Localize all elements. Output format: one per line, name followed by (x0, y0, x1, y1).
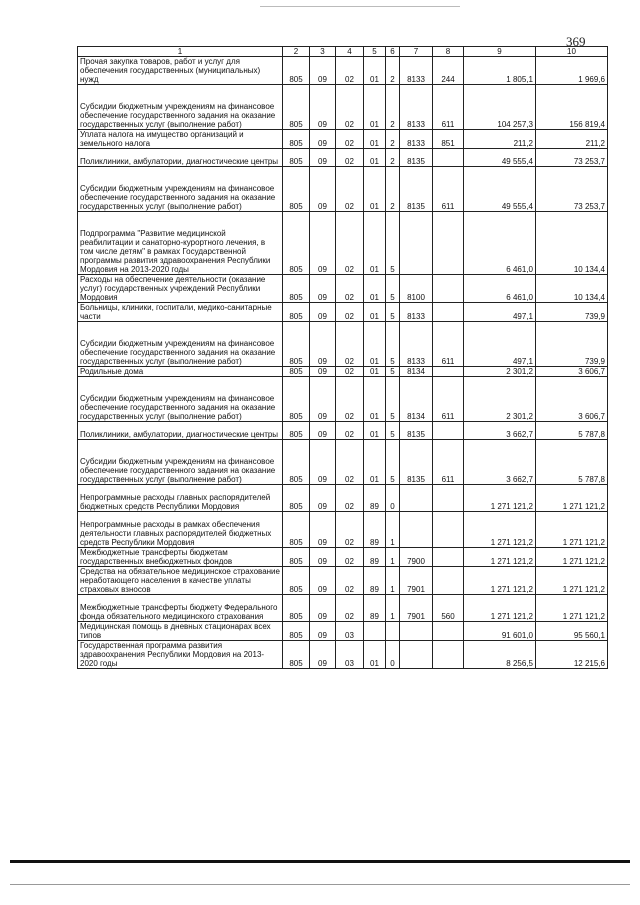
table-row (78, 149, 608, 167)
row-description: Субсидии бюджетным учреждениям на финансовое обеспечение государственного задания на оказание государственных услуг (выполнение работ) (78, 167, 283, 212)
budget-table (77, 46, 608, 669)
cell-col-10: 5 787,8 (536, 422, 608, 440)
cell-col-9: 1 271 121,2 (464, 595, 536, 622)
cell-col-8 (433, 303, 464, 322)
cell-col-9: 2 301,2 (464, 377, 536, 422)
cell-col-3: 09 (310, 57, 336, 85)
cell-col-9: 3 662,7 (464, 422, 536, 440)
cell-col-3: 09 (310, 377, 336, 422)
cell-col-6: 0 (386, 485, 400, 512)
cell-col-6: 1 (386, 567, 400, 595)
column-header: 10 (536, 47, 608, 57)
cell-col-4: 02 (336, 512, 364, 548)
budget-table-body (78, 57, 608, 669)
cell-col-7: 7900 (400, 548, 433, 567)
cell-col-3: 09 (310, 367, 336, 377)
cell-col-2: 805 (283, 422, 310, 440)
table-row (78, 167, 608, 212)
cell-col-4: 02 (336, 485, 364, 512)
cell-col-8: 611 (433, 167, 464, 212)
cell-col-7: 7901 (400, 595, 433, 622)
cell-col-2: 805 (283, 622, 310, 641)
cell-col-2: 805 (283, 85, 310, 130)
cell-col-4: 02 (336, 548, 364, 567)
cell-col-3: 09 (310, 548, 336, 567)
cell-col-6: 5 (386, 367, 400, 377)
cell-col-4: 02 (336, 367, 364, 377)
cell-col-5: 01 (364, 641, 386, 669)
column-header: 5 (364, 47, 386, 57)
cell-col-3: 09 (310, 641, 336, 669)
cell-col-10: 211,2 (536, 130, 608, 149)
cell-col-10: 1 271 121,2 (536, 512, 608, 548)
cell-col-2: 805 (283, 130, 310, 149)
bottom-scan-border (10, 860, 630, 863)
table-row (78, 622, 608, 641)
cell-col-4: 02 (336, 595, 364, 622)
row-description: Средства на обязательное медицинское страхование неработающего населения в качестве уплаты страховых взносов (78, 567, 283, 595)
row-description: Государственная программа развития здравоохранения Республики Мордовия на 2013-2020 годы (78, 641, 283, 669)
cell-col-3: 09 (310, 485, 336, 512)
column-header: 3 (310, 47, 336, 57)
row-description: Межбюджетные трансферты бюджету Федерального фонда обязательного медицинского страхования (78, 595, 283, 622)
cell-col-8 (433, 622, 464, 641)
cell-col-8 (433, 485, 464, 512)
cell-col-6: 1 (386, 512, 400, 548)
cell-col-6: 5 (386, 303, 400, 322)
table-row (78, 440, 608, 485)
cell-col-7: 8134 (400, 367, 433, 377)
cell-col-6: 0 (386, 641, 400, 669)
cell-col-7: 7901 (400, 567, 433, 595)
cell-col-10: 95 560,1 (536, 622, 608, 641)
cell-col-2: 805 (283, 641, 310, 669)
cell-col-2: 805 (283, 595, 310, 622)
cell-col-7 (400, 485, 433, 512)
cell-col-7: 8133 (400, 322, 433, 367)
cell-col-7: 8135 (400, 422, 433, 440)
table-row (78, 641, 608, 669)
cell-col-5: 01 (364, 377, 386, 422)
cell-col-8: 611 (433, 85, 464, 130)
row-description: Расходы на обеспечение деятельности (оказание услуг) государственных учреждений Республики Мордовия (78, 275, 283, 303)
cell-col-9: 1 271 121,2 (464, 567, 536, 595)
cell-col-7 (400, 641, 433, 669)
row-description: Поликлиники, амбулатории, диагностические центры (78, 422, 283, 440)
column-header: 1 (78, 47, 283, 57)
row-description: Непрограммные расходы в рамках обеспечения деятельности главных распорядителей бюджетных средств Республики Мордовия (78, 512, 283, 548)
column-header: 6 (386, 47, 400, 57)
table-row (78, 322, 608, 367)
cell-col-4: 02 (336, 57, 364, 85)
cell-col-10: 3 606,7 (536, 367, 608, 377)
page-number: 369 (566, 34, 586, 49)
cell-col-5: 01 (364, 57, 386, 85)
cell-col-4: 02 (336, 377, 364, 422)
cell-col-9: 49 555,4 (464, 167, 536, 212)
cell-col-5: 89 (364, 567, 386, 595)
cell-col-5: 01 (364, 440, 386, 485)
table-row (78, 485, 608, 512)
cell-col-4: 02 (336, 167, 364, 212)
cell-col-5: 01 (364, 85, 386, 130)
cell-col-9: 1 805,1 (464, 57, 536, 85)
table-row (78, 303, 608, 322)
cell-col-8 (433, 567, 464, 595)
cell-col-7: 8133 (400, 303, 433, 322)
cell-col-2: 805 (283, 548, 310, 567)
cell-col-2: 805 (283, 567, 310, 595)
bottom-scan-line (10, 884, 630, 885)
cell-col-10: 1 271 121,2 (536, 548, 608, 567)
cell-col-8: 244 (433, 57, 464, 85)
table-row (78, 130, 608, 149)
cell-col-4: 02 (336, 422, 364, 440)
cell-col-8 (433, 641, 464, 669)
cell-col-8 (433, 367, 464, 377)
cell-col-6: 5 (386, 422, 400, 440)
cell-col-5: 01 (364, 130, 386, 149)
cell-col-9: 91 601,0 (464, 622, 536, 641)
cell-col-5: 01 (364, 275, 386, 303)
cell-col-9: 3 662,7 (464, 440, 536, 485)
cell-col-8: 611 (433, 440, 464, 485)
column-header: 9 (464, 47, 536, 57)
cell-col-7: 8135 (400, 149, 433, 167)
cell-col-4: 02 (336, 85, 364, 130)
cell-col-7: 8133 (400, 57, 433, 85)
table-row (78, 377, 608, 422)
table-header-row (78, 47, 608, 57)
cell-col-10: 5 787,8 (536, 440, 608, 485)
cell-col-10: 73 253,7 (536, 167, 608, 212)
row-description: Поликлиники, амбулатории, диагностические центры (78, 149, 283, 167)
cell-col-4: 02 (336, 440, 364, 485)
cell-col-10: 1 271 121,2 (536, 567, 608, 595)
cell-col-9: 497,1 (464, 322, 536, 367)
cell-col-8 (433, 212, 464, 275)
table-row (78, 512, 608, 548)
cell-col-6: 1 (386, 595, 400, 622)
cell-col-7: 8133 (400, 130, 433, 149)
cell-col-7 (400, 512, 433, 548)
cell-col-3: 09 (310, 567, 336, 595)
row-description: Субсидии бюджетным учреждениям на финансовое обеспечение государственного задания на оказание государственных услуг (выполнение работ) (78, 440, 283, 485)
cell-col-8 (433, 512, 464, 548)
cell-col-9: 1 271 121,2 (464, 512, 536, 548)
cell-col-4: 02 (336, 212, 364, 275)
table-row (78, 57, 608, 85)
cell-col-6: 5 (386, 322, 400, 367)
cell-col-6: 2 (386, 149, 400, 167)
cell-col-5: 89 (364, 485, 386, 512)
cell-col-3: 09 (310, 130, 336, 149)
table-row (78, 85, 608, 130)
cell-col-7: 8135 (400, 440, 433, 485)
cell-col-3: 09 (310, 512, 336, 548)
cell-col-5: 01 (364, 149, 386, 167)
cell-col-3: 09 (310, 322, 336, 367)
row-description: Уплата налога на имущество организаций и земельного налога (78, 130, 283, 149)
cell-col-10: 1 271 121,2 (536, 485, 608, 512)
cell-col-4: 02 (336, 567, 364, 595)
row-description: Медицинская помощь в дневных стационарах всех типов (78, 622, 283, 641)
cell-col-6: 5 (386, 377, 400, 422)
cell-col-8 (433, 548, 464, 567)
cell-col-10: 156 819,4 (536, 85, 608, 130)
cell-col-9: 1 271 121,2 (464, 548, 536, 567)
cell-col-9: 2 301,2 (464, 367, 536, 377)
cell-col-5: 01 (364, 422, 386, 440)
cell-col-5: 01 (364, 167, 386, 212)
cell-col-3: 09 (310, 303, 336, 322)
cell-col-9: 6 461,0 (464, 212, 536, 275)
cell-col-5: 01 (364, 322, 386, 367)
cell-col-3: 09 (310, 422, 336, 440)
cell-col-7: 8133 (400, 85, 433, 130)
cell-col-4: 02 (336, 149, 364, 167)
row-description: Подпрограмма "Развитие медицинской реабилитации и санаторно-курортного лечения, в том числе детям" в рамках Государственной программы развития здравоохранения Республики Мордовия на 2013-2020 годы (78, 212, 283, 275)
cell-col-7 (400, 622, 433, 641)
cell-col-8: 611 (433, 377, 464, 422)
cell-col-5: 01 (364, 303, 386, 322)
cell-col-6: 5 (386, 212, 400, 275)
cell-col-6: 2 (386, 167, 400, 212)
cell-col-8: 611 (433, 322, 464, 367)
cell-col-6: 5 (386, 440, 400, 485)
cell-col-10: 10 134,4 (536, 212, 608, 275)
table-row (78, 422, 608, 440)
cell-col-9: 6 461,0 (464, 275, 536, 303)
cell-col-2: 805 (283, 167, 310, 212)
cell-col-3: 09 (310, 595, 336, 622)
cell-col-10: 739,9 (536, 303, 608, 322)
cell-col-4: 02 (336, 130, 364, 149)
row-description: Межбюджетные трансферты бюджетам государственных внебюджетных фондов (78, 548, 283, 567)
table-row (78, 595, 608, 622)
cell-col-10: 73 253,7 (536, 149, 608, 167)
cell-col-10: 1 969,6 (536, 57, 608, 85)
cell-col-9: 497,1 (464, 303, 536, 322)
column-header: 7 (400, 47, 433, 57)
cell-col-3: 09 (310, 622, 336, 641)
cell-col-8 (433, 275, 464, 303)
cell-col-9: 8 256,5 (464, 641, 536, 669)
cell-col-7: 8100 (400, 275, 433, 303)
cell-col-10: 10 134,4 (536, 275, 608, 303)
cell-col-8 (433, 149, 464, 167)
cell-col-7: 8134 (400, 377, 433, 422)
cell-col-9: 1 271 121,2 (464, 485, 536, 512)
cell-col-2: 805 (283, 485, 310, 512)
column-header: 2 (283, 47, 310, 57)
row-description: Больницы, клиники, госпитали, медико-санитарные части (78, 303, 283, 322)
cell-col-5: 89 (364, 595, 386, 622)
cell-col-3: 09 (310, 275, 336, 303)
row-description: Непрограммные расходы главных распорядителей бюджетных средств Республики Мордовия (78, 485, 283, 512)
cell-col-3: 09 (310, 149, 336, 167)
cell-col-5: 89 (364, 512, 386, 548)
top-scan-line (260, 6, 460, 7)
cell-col-10: 1 271 121,2 (536, 595, 608, 622)
column-header: 4 (336, 47, 364, 57)
cell-col-8: 560 (433, 595, 464, 622)
cell-col-4: 02 (336, 275, 364, 303)
cell-col-3: 09 (310, 85, 336, 130)
column-header: 8 (433, 47, 464, 57)
cell-col-4: 02 (336, 303, 364, 322)
cell-col-3: 09 (310, 440, 336, 485)
cell-col-2: 805 (283, 377, 310, 422)
table-row (78, 567, 608, 595)
cell-col-2: 805 (283, 303, 310, 322)
cell-col-6: 1 (386, 548, 400, 567)
cell-col-4: 03 (336, 622, 364, 641)
cell-col-8: 851 (433, 130, 464, 149)
cell-col-6: 5 (386, 275, 400, 303)
table-row (78, 367, 608, 377)
cell-col-10: 12 215,6 (536, 641, 608, 669)
cell-col-4: 03 (336, 641, 364, 669)
table-row (78, 548, 608, 567)
cell-col-6: 2 (386, 57, 400, 85)
cell-col-3: 09 (310, 212, 336, 275)
cell-col-8 (433, 422, 464, 440)
cell-col-2: 805 (283, 322, 310, 367)
cell-col-2: 805 (283, 367, 310, 377)
cell-col-2: 805 (283, 440, 310, 485)
cell-col-9: 104 257,3 (464, 85, 536, 130)
cell-col-6 (386, 622, 400, 641)
cell-col-4: 02 (336, 322, 364, 367)
cell-col-2: 805 (283, 149, 310, 167)
cell-col-10: 3 606,7 (536, 377, 608, 422)
cell-col-3: 09 (310, 167, 336, 212)
cell-col-9: 211,2 (464, 130, 536, 149)
cell-col-2: 805 (283, 57, 310, 85)
cell-col-2: 805 (283, 275, 310, 303)
table-row (78, 212, 608, 275)
row-description: Субсидии бюджетным учреждениям на финансовое обеспечение государственного задания на оказание государственных услуг (выполнение работ) (78, 322, 283, 367)
cell-col-5 (364, 622, 386, 641)
row-description: Субсидии бюджетным учреждениям на финансовое обеспечение государственного задания на оказание государственных услуг (выполнение работ) (78, 85, 283, 130)
cell-col-7: 8135 (400, 167, 433, 212)
row-description: Прочая закупка товаров, работ и услуг для обеспечения государственных (муниципальных) нужд (78, 57, 283, 85)
cell-col-5: 01 (364, 212, 386, 275)
row-description: Родильные дома (78, 367, 283, 377)
cell-col-5: 89 (364, 548, 386, 567)
cell-col-2: 805 (283, 212, 310, 275)
cell-col-6: 2 (386, 85, 400, 130)
table-row (78, 275, 608, 303)
row-description: Субсидии бюджетным учреждениям на финансовое обеспечение государственного задания на оказание государственных услуг (выполнение работ) (78, 377, 283, 422)
cell-col-5: 01 (364, 367, 386, 377)
cell-col-7 (400, 212, 433, 275)
cell-col-9: 49 555,4 (464, 149, 536, 167)
cell-col-10: 739,9 (536, 322, 608, 367)
cell-col-6: 2 (386, 130, 400, 149)
cell-col-2: 805 (283, 512, 310, 548)
